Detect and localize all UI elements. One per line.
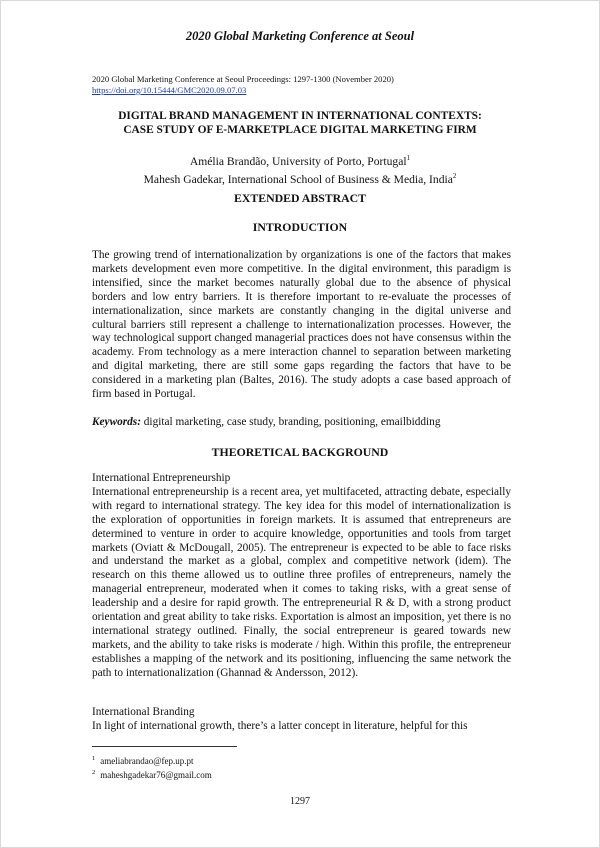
author-1 [41,151,559,169]
footnote-2-mark: 2 [92,769,96,776]
citation-block [92,74,394,96]
author-2 [41,169,559,187]
author-list [41,151,559,187]
footnote-2-email: maheshgadekar76@gmail.com [100,770,212,780]
page-number: 1297 [290,796,310,807]
branding-section [92,706,511,734]
entrepreneurship-section [92,472,511,681]
author-1-name: Amélia Brandão, University of Porto, Portugal [189,154,407,168]
citation-line: 2020 Global Marketing Conference at Seoul Proceedings: 1297-1300 (November 2020) [92,74,394,84]
author-1-footnote-mark: 1 [406,154,411,162]
footnote-1-email: ameliabrandao@fep.up.pt [100,756,194,766]
title-line-2: CASE STUDY OF E-MARKETPLACE DIGITAL MARKETING FIRM [123,124,477,136]
subheading-international-branding: International Branding [92,706,195,718]
introduction-paragraph: The growing trend of internationalization by organizations is one of the factors that makes markets development even more competitive. In the digital environment, this paradigm is intensified, since the market becomes naturally global due to the absence of physical borders and low entry barriers. It is therefore important to re-evaluate the processes of internationalization, since markets are constantly changing in the digital universe and cultural barriers still represent a challenge to internationalization processes. However, the way technological support changed managerial practices does not have consensus within the academy. From technology as a mere interaction channel to separation between marketing and digital marketing, there are still some gaps regarding the factors that have to be considered in a marketing plan (Baltes, 2016). The study adopts a case based approach of firm based in Portugal. [92,249,511,401]
title-line-1: DIGITAL BRAND MANAGEMENT IN INTERNATIONAL CONTEXTS: [118,110,482,122]
footnote-1-mark: 1 [92,755,96,762]
heading-introduction: INTRODUCTION [252,220,348,234]
keywords-line [92,416,511,430]
subheading-international-entrepreneurship: International Entrepreneurship [92,472,231,484]
author-2-footnote-mark: 2 [452,171,457,180]
entrepreneurship-paragraph: International entrepreneurship is a recent area, yet multifaceted, attracting debate, especially with regard to international strategy. The key idea for this model of internationalization is the exploration of opportunities in foreign markets. It is assumed that entrepreneurs are determined to venture in order to acquire knowledge, opportunities and tools from target markets (Oviatt & McDougall, 2005). The entrepreneur is expected to be able to face risks and understand the market as a global, complex and competitive network (idem). The research on this theme allowed us to outline three profiles of entrepreneurs, namely the managerial entrepreneur, moderated when it comes to taking risks, with a great sense of leadership and a desire for rapid growth. The entrepreneurial R & D, with a strong product orientation and great ability to take risks. Exportation is almost an imposition, yet there is no international strategy outlined. Finally, the social entrepreneur is geared towards new markets, and the ability to take risks is moderate / high. Within this profile, the entrepreneur establishes a mapping of the network and its positioning, influencing the same network the path to internationalization (Ghannad & Andersson, 2012). [92,485,511,679]
keywords-label: Keywords: [92,416,141,428]
footnote-rule [92,746,237,747]
heading-theoretical-background: THEORETICAL BACKGROUND [211,445,389,459]
paper-title [61,109,539,137]
keywords-text: digital marketing, case study, branding, positioning, emailbidding [140,416,441,428]
footnotes [92,753,212,781]
author-2-name: Mahesh Gadekar, International School of Business & Media, India [143,172,453,186]
branding-paragraph: In light of international growth, there’s a latter concept in literature, helpful for this [92,719,468,732]
running-head: 2020 Global Marketing Conference at Seoul [185,29,415,43]
doi-link[interactable]: https://doi.org/10.15444/GMC2020.09.07.03 [92,85,247,95]
footnote-1 [92,753,212,767]
footnote-2 [92,767,212,781]
heading-extended-abstract: EXTENDED ABSTRACT [233,191,367,205]
